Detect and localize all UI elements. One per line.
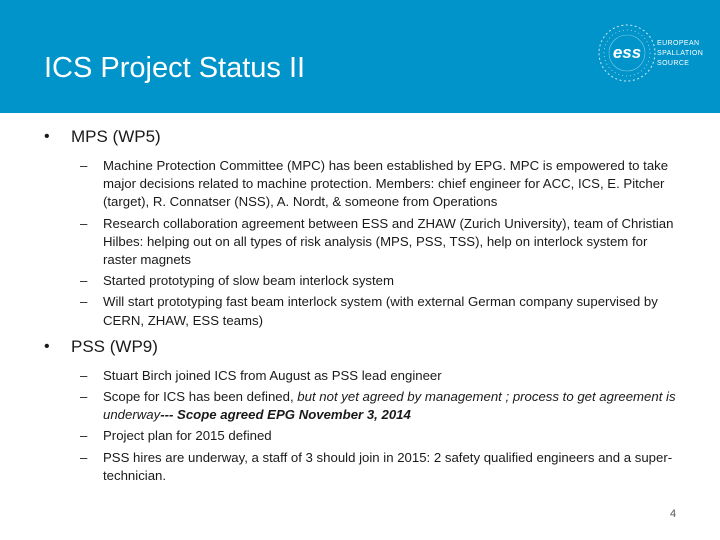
bullet-heading: MPS (WP5) [71,127,161,146]
bullet-mps [44,126,720,148]
bullet-marker: • [44,128,50,145]
list-item-text: Started prototyping of slow beam interlock system [103,273,394,289]
bullet-heading: PSS (WP9) [71,336,158,356]
list-item-text: Project plan for 2015 defined [103,428,272,444]
logo-line-3: SOURCE [657,60,690,67]
dash-marker: – [80,273,88,289]
dash-marker: – [80,367,88,383]
list-item [80,157,683,212]
list-item-text: Research collaboration agreement between ESS and ZHAW (Zurich University), team of Christian Hilbes: helping out on all types of risk analysis (MPS, PSS, TSS), help on interlock system for raster magnets [103,215,674,268]
dash-marker: – [80,449,88,465]
logo-line-2: SPALLATION [657,50,704,57]
list-item-text: Will start prototyping fast beam interlock system (with external German company supervised by CERN, ZHAW, ESS teams) [103,294,658,328]
page-number: 4 [670,508,677,520]
list-item [80,215,683,270]
ess-logo-wordmark [657,39,703,69]
list-item [80,272,683,290]
list-item-italic-text: but not yet agreed by management ; process to get agreement is underway [103,389,676,423]
ess-logo [596,22,716,84]
list-item-bold-italic-text: --- Scope agreed EPG November 3, 2014 [160,407,411,423]
mps-subitems [0,157,720,330]
bullet-pss [44,336,720,358]
bullet-marker: • [44,337,50,355]
dash-marker: – [80,294,88,310]
list-item [80,293,683,329]
list-item-text: Stuart Birch joined ICS from August as PSS lead engineer [103,367,442,383]
list-item-text: PSS hires are underway, a staff of 3 should join in 2015: 2 safety qualified engineers and a super-technician. [103,449,673,483]
logo-line-1: EUROPEAN [657,40,700,47]
pss-subitems [0,367,720,485]
ess-mark-text: ess [612,43,642,62]
title-banner [0,0,720,113]
dash-marker: – [80,389,88,405]
ess-logo-mark-icon [596,22,658,84]
dash-marker: – [80,158,88,173]
list-item-text: Scope for ICS has been defined, [103,389,298,405]
slide-title: ICS Project Status II [44,52,306,84]
list-item [80,367,683,385]
slide-body [0,126,720,491]
list-item [80,388,683,424]
list-item [80,427,683,445]
dash-marker: – [80,215,88,231]
list-item [80,449,683,485]
list-item-text: Machine Protection Committee (MPC) has been established by EPG. MPC is empowered to take major decisions related to machine protection. Members: chief engineer for ACC, ICS, E. Pitcher (target), R. Connatser (NSS), A. Nordt, & someone from Operations [103,158,669,210]
dash-marker: – [80,428,88,444]
